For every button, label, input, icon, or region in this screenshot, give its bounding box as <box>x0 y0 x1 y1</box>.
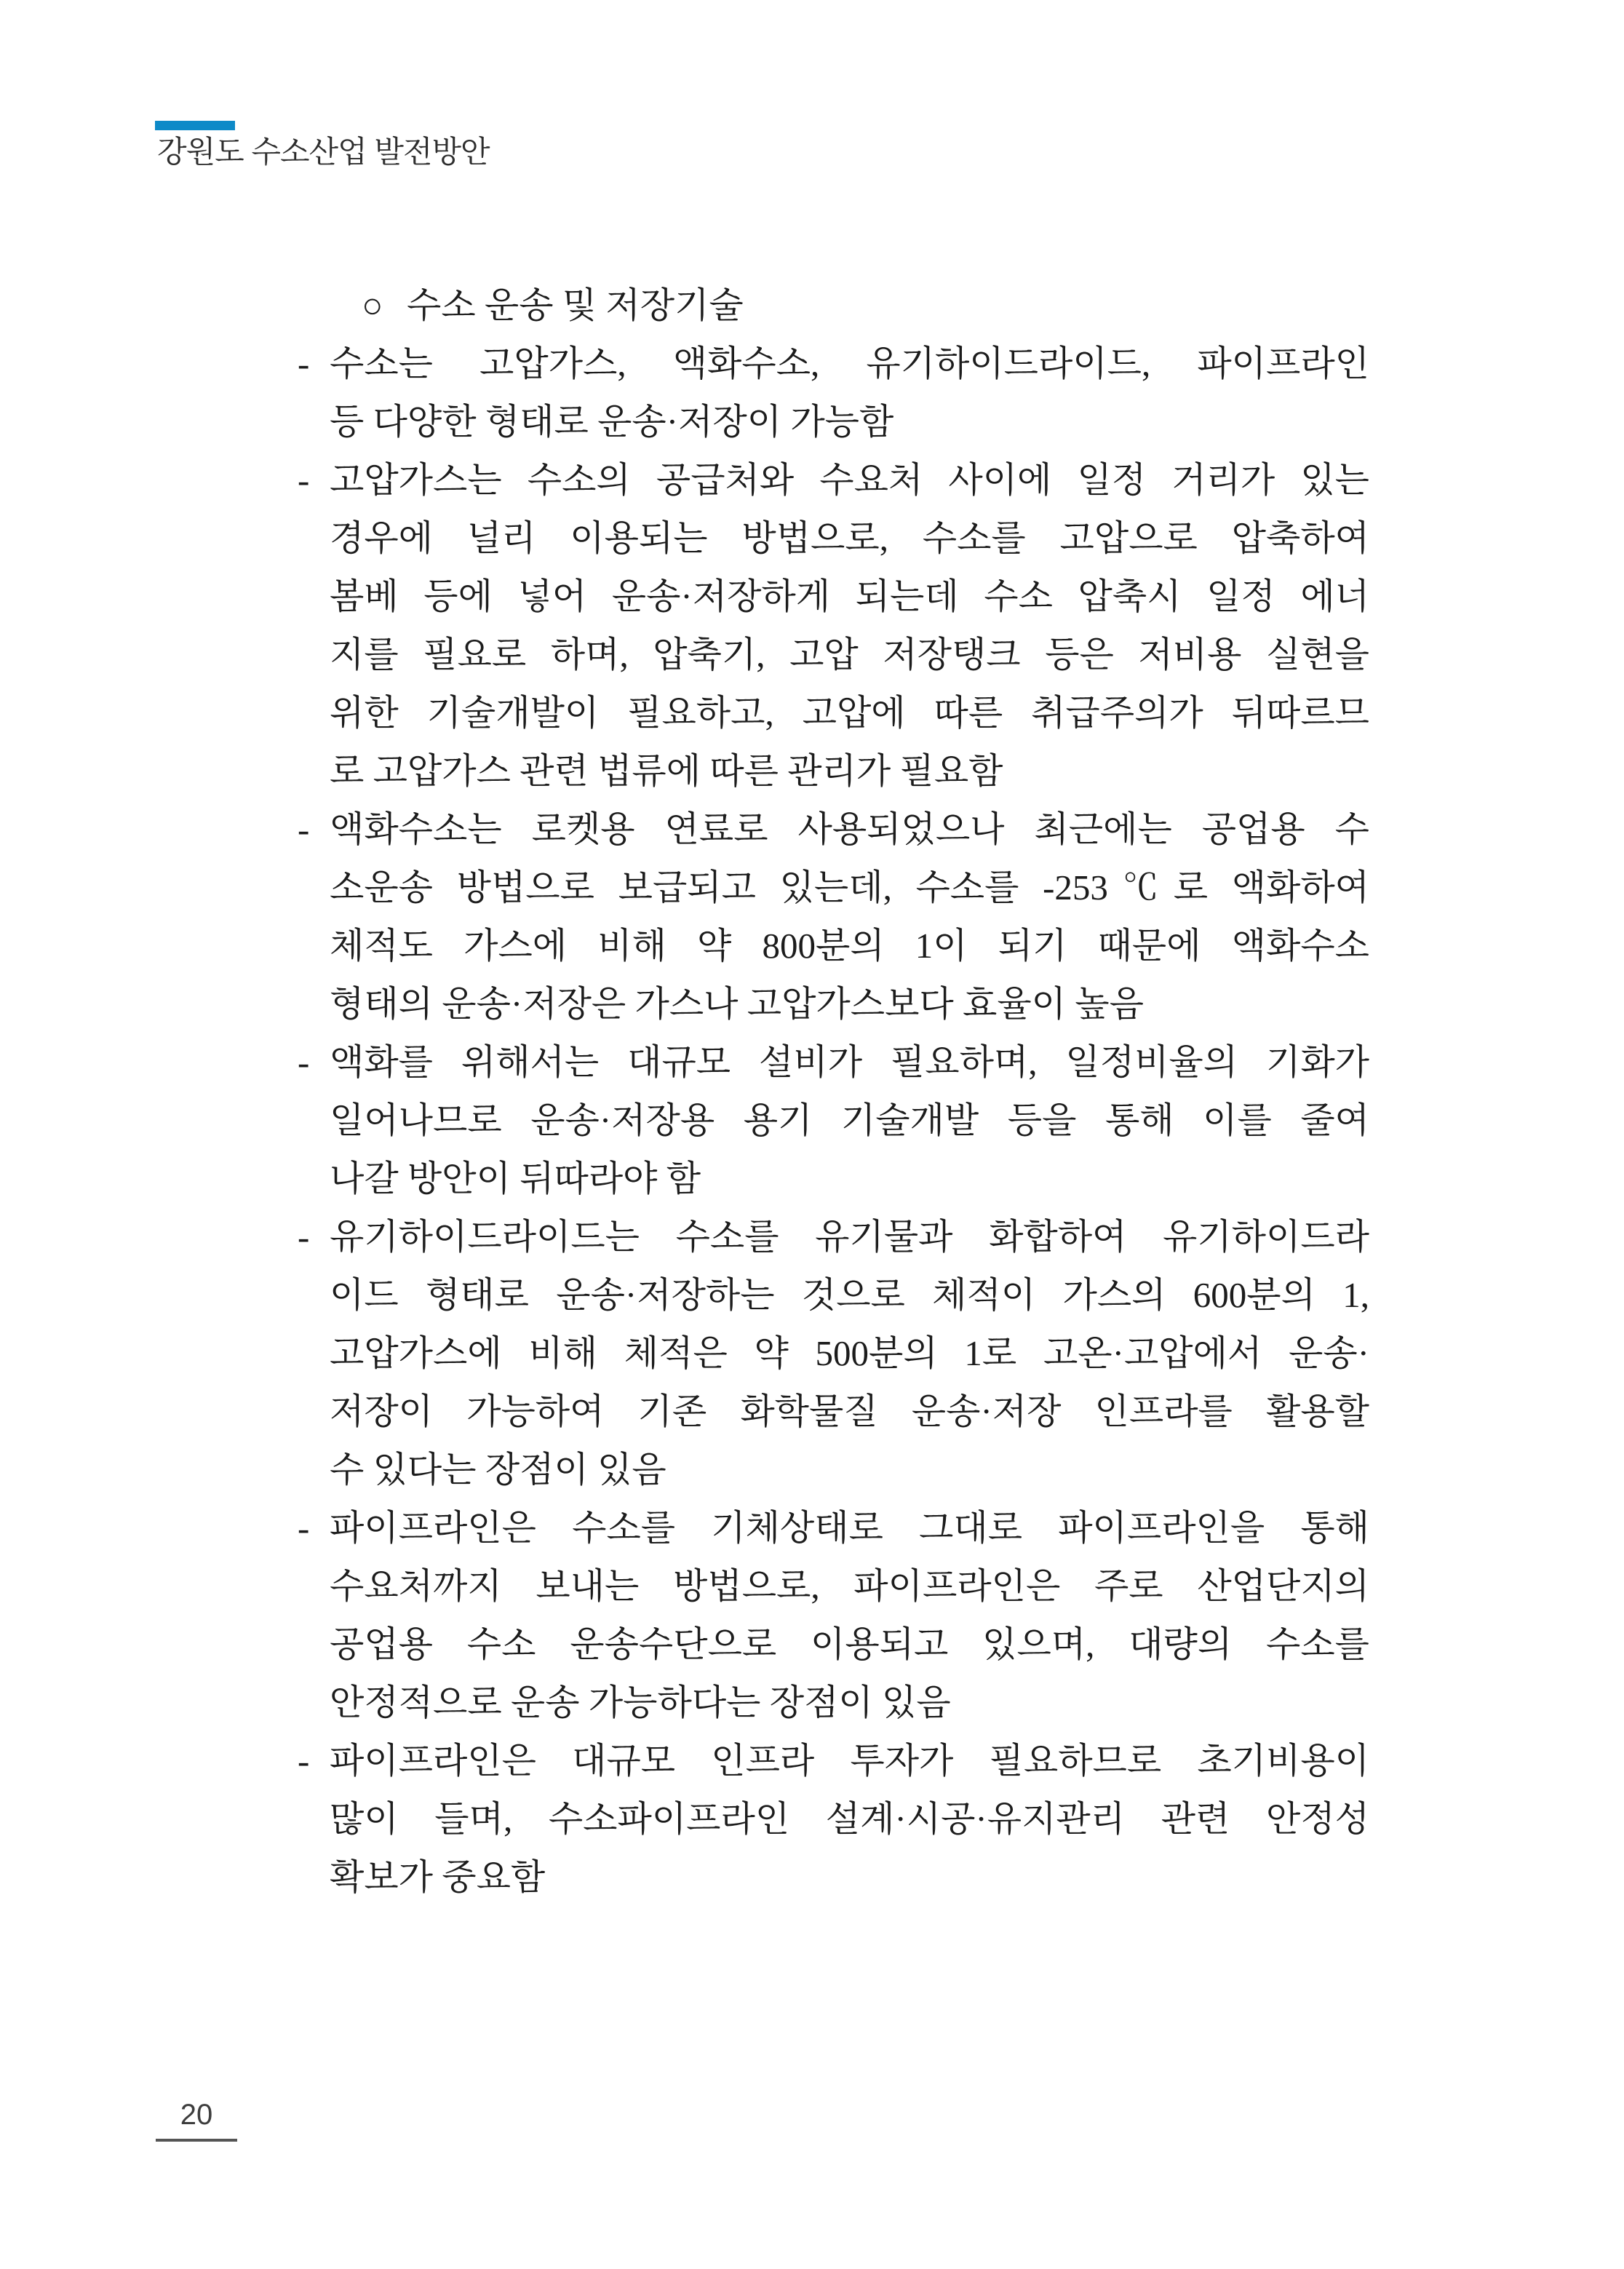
list-item <box>298 1208 1369 1499</box>
dash-bullet: - <box>298 1217 310 1257</box>
text-line: 공업용 수소 운송수단으로 이용되고 있으며, 대량의 수소를 <box>330 1624 1369 1664</box>
text-line: 형태의 운송·저장은 가스나 고압가스보다 효율이 높음 <box>330 984 1144 1024</box>
list-item <box>298 277 1369 335</box>
text-line: 수소 운송 및 저장기술 <box>407 285 744 325</box>
text-line: 지를 필요로 하며, 압축기, 고압 저장탱크 등은 저비용 실현을 <box>330 635 1369 675</box>
text-line: 로 고압가스 관련 법류에 따른 관리가 필요함 <box>330 751 1003 791</box>
footer-rule <box>156 2139 237 2142</box>
list-item <box>298 451 1369 800</box>
text-line: 저장이 가능하여 기존 화학물질 운송·저장 인프라를 활용할 <box>330 1391 1369 1431</box>
text-line: 수소는 고압가스, 액화수소, 유기하이드라이드, 파이프라인 <box>330 343 1369 384</box>
text-line: 봄베 등에 넣어 운송·저장하게 되는데 수소 압축시 일정 에너 <box>330 576 1369 616</box>
text-line: 체적도 가스에 비해 약 800분의 1이 되기 때문에 액화수소 <box>330 926 1369 966</box>
text-line: 나갈 방안이 뒤따라야 함 <box>330 1159 701 1199</box>
text-line: 안정적으로 운송 가능하다는 장점이 있음 <box>330 1682 951 1722</box>
text-line: 액화수소는 로켓용 연료로 사용되었으나 최근에는 공업용 수 <box>330 809 1369 849</box>
text-line: 고압가스에 비해 체적은 약 500분의 1로 고온·고압에서 운송· <box>330 1333 1369 1373</box>
list-item <box>298 1732 1369 1907</box>
text-line: 위한 기술개발이 필요하고, 고압에 따른 취급주의가 뒤따르므 <box>330 693 1369 733</box>
list-item <box>298 800 1369 1033</box>
text-line: 많이 들며, 수소파이프라인 설계·시공·유지관리 관련 안정성 <box>330 1799 1369 1839</box>
text-line: 등 다양한 형태로 운송·저장이 가능함 <box>330 402 894 442</box>
page-number: 20 <box>180 2099 213 2131</box>
dash-bullet: - <box>298 343 310 384</box>
text-line: 파이프라인은 대규모 인프라 투자가 필요하므로 초기비용이 <box>330 1741 1369 1781</box>
text-line: 파이프라인은 수소를 기체상태로 그대로 파이프라인을 통해 <box>330 1508 1369 1548</box>
dash-bullet: - <box>298 809 310 849</box>
text-line: 고압가스는 수소의 공급처와 수요처 사이에 일정 거리가 있는 <box>330 460 1369 500</box>
dash-bullet: - <box>298 460 310 500</box>
circle-bullet: ○ <box>362 285 383 325</box>
list-item <box>298 1033 1369 1208</box>
list-item <box>298 1499 1369 1732</box>
list-item <box>298 335 1369 451</box>
dash-bullet: - <box>298 1042 310 1082</box>
text-line: 일어나므로 운송·저장용 용기 기술개발 등을 통해 이를 줄여 <box>330 1100 1369 1140</box>
running-header-title: 강원도 수소산업 발전방안 <box>157 135 490 169</box>
text-line: 수 있다는 장점이 있음 <box>330 1450 666 1490</box>
dash-bullet: - <box>298 1508 310 1548</box>
text-line: 액화를 위해서는 대규모 설비가 필요하며, 일정비율의 기화가 <box>330 1042 1369 1082</box>
text-line: 유기하이드라이드는 수소를 유기물과 화합하여 유기하이드라 <box>330 1217 1369 1257</box>
header-accent-bar <box>155 121 235 130</box>
text-line: 경우에 널리 이용되는 방법으로, 수소를 고압으로 압축하여 <box>330 518 1369 558</box>
text-line: 확보가 중요함 <box>330 1857 546 1897</box>
text-line: 소운송 방법으로 보급되고 있는데, 수소를 -253℃로 액화하여 <box>330 867 1369 907</box>
text-line: 수요처까지 보내는 방법으로, 파이프라인은 주로 산업단지의 <box>330 1566 1369 1606</box>
bullet-list <box>298 277 1369 1907</box>
dash-bullet: - <box>298 1741 310 1781</box>
text-line: 이드 형태로 운송·저장하는 것으로 체적이 가스의 600분의 1, <box>330 1275 1369 1315</box>
